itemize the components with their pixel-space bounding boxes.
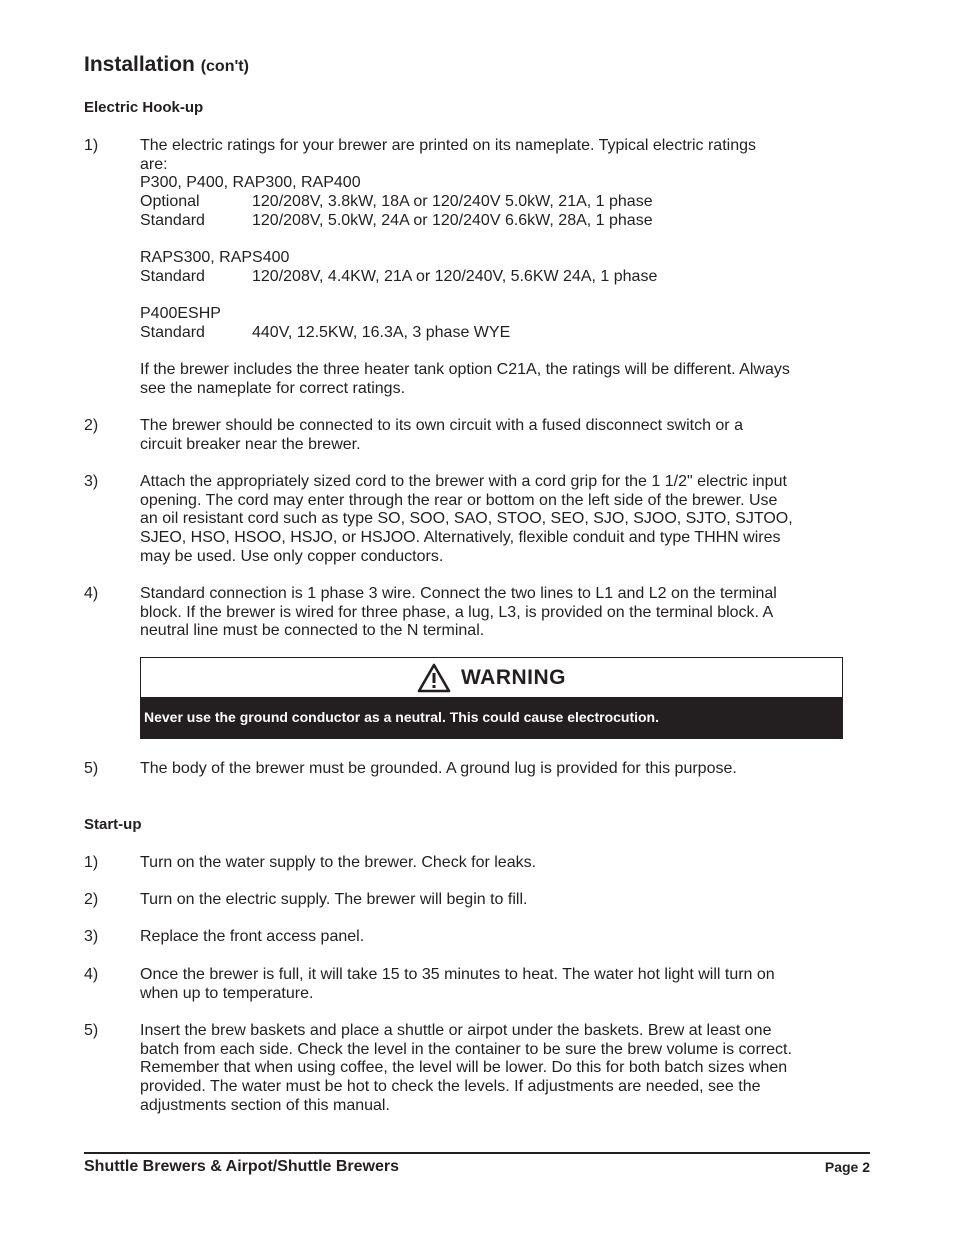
text-line: If the brewer includes the three heater tank option C21A, the ratings will be different. Always	[140, 361, 790, 379]
text-line: when up to temperature.	[140, 984, 314, 1002]
text-line: neutral line must be connected to the N terminal.	[140, 622, 485, 640]
text-line: adjustments section of this manual.	[140, 1096, 390, 1114]
item-number: 3)	[84, 473, 99, 490]
item-body	[140, 891, 874, 910]
rating-value: 120/208V, 5.0kW, 24A or 120/240V 6.6kW, 28A, 1 phase	[252, 211, 653, 229]
text-line: an oil resistant cord such as type SO, SOO, SAO, STOO, SEO, SJO, SJOO, SJTO, SJTOO,	[140, 510, 793, 528]
model-group-title: P400ESHP	[140, 305, 221, 323]
rating-value: 120/208V, 4.4KW, 21A or 120/240V, 5.6KW 24A, 1 phase	[252, 267, 658, 285]
text-line: Insert the brew baskets and place a shuttle or airpot under the baskets. Brew at least one	[140, 1022, 772, 1039]
text-line: block. If the brewer is wired for three phase, a lug, L3, is provided on the terminal block. A	[140, 603, 774, 621]
warning-box	[140, 657, 843, 739]
item-number: 4)	[84, 585, 99, 602]
text-line: The body of the brewer must be grounded. A ground lug is provided for this purpose.	[140, 760, 737, 777]
text-line: Once the brewer is full, it will take 15 to 35 minutes to heat. The water hot light will turn on	[140, 966, 775, 983]
page-title	[84, 52, 249, 80]
model-group-title: P300, P400, RAP300, RAP400	[140, 174, 361, 192]
text-line: batch from each side. Check the level in the container to be sure the brew volume is correct.	[140, 1040, 792, 1058]
footer-title: Shuttle Brewers & Airpot/Shuttle Brewers	[84, 1158, 400, 1175]
title-suffix: (con't)	[200, 58, 249, 75]
text-line: Turn on the electric supply. The brewer will begin to fill.	[140, 891, 528, 908]
footer-rule	[84, 1152, 870, 1154]
text-line: see the nameplate for correct ratings.	[140, 379, 406, 397]
rating-label: Standard	[140, 323, 205, 341]
item-number: 3)	[84, 928, 99, 945]
text-line: Standard connection is 1 phase 3 wire. Connect the two lines to L1 and L2 on the terminal	[140, 585, 777, 602]
rating-label: Optional	[140, 193, 200, 211]
electric-heading: Electric Hook-up	[84, 99, 204, 116]
rating-value: 120/208V, 3.8kW, 18A or 120/240V 5.0kW, 21A, 1 phase	[252, 193, 653, 211]
item-number: 1)	[84, 137, 99, 154]
item-body	[140, 854, 874, 873]
item-number: 5)	[84, 1022, 99, 1039]
title-text: Installation	[84, 53, 195, 76]
text-line: may be used. Use only copper conductors.	[140, 547, 444, 565]
item-body	[140, 473, 874, 566]
text-line: Remember that when using coffee, the level will be lower. Do this for both batch sizes when	[140, 1059, 788, 1077]
item-number: 1)	[84, 854, 99, 871]
text-line: SJEO, HSO, HSOO, HSJO, or HSJOO. Alternatively, flexible conduit and type THHN wires	[140, 529, 781, 547]
item-body	[140, 966, 874, 1003]
text-line: are:	[140, 155, 168, 173]
warning-title: WARNING	[461, 666, 566, 689]
text-line: The brewer should be connected to its own circuit with a fused disconnect switch or a	[140, 417, 743, 434]
model-group-title: RAPS300, RAPS400	[140, 249, 290, 267]
rating-row	[140, 324, 874, 343]
text-line: opening. The cord may enter through the rear or bottom on the left side of the brewer. Use	[140, 491, 778, 509]
text-line: circuit breaker near the brewer.	[140, 435, 361, 453]
rating-row	[140, 193, 874, 212]
rating-label: Standard	[140, 267, 205, 285]
rating-row	[140, 212, 874, 231]
item-body	[140, 417, 874, 454]
item-body	[140, 1022, 874, 1115]
item-body	[140, 928, 874, 947]
text-line: Replace the front access panel.	[140, 928, 365, 945]
item-body	[140, 585, 874, 641]
warning-text: Never use the ground conductor as a neutral. This could cause electrocution.	[141, 697, 842, 738]
item-number: 5)	[84, 760, 99, 777]
item-number: 2)	[84, 891, 99, 908]
text-line: provided. The water must be hot to check the levels. If adjustments are needed, see the	[140, 1078, 761, 1096]
item-body	[140, 760, 874, 779]
page-number: Page 2	[824, 1159, 870, 1175]
item-number: 2)	[84, 417, 99, 434]
item-number: 4)	[84, 966, 99, 983]
startup-heading: Start-up	[84, 816, 142, 833]
item-body	[140, 137, 874, 399]
text-line: Attach the appropriately sized cord to the brewer with a cord grip for the 1 1/2" electric input	[140, 473, 787, 490]
text-line: Turn on the water supply to the brewer. Check for leaks.	[140, 854, 537, 871]
rating-label: Standard	[140, 211, 205, 229]
warning-header	[141, 658, 842, 698]
rating-value: 440V, 12.5KW, 16.3A, 3 phase WYE	[252, 323, 511, 341]
text-line: The electric ratings for your brewer are printed on its nameplate. Typical electric ratings	[140, 137, 756, 154]
rating-row	[140, 268, 874, 287]
warning-triangle-icon	[417, 663, 451, 693]
